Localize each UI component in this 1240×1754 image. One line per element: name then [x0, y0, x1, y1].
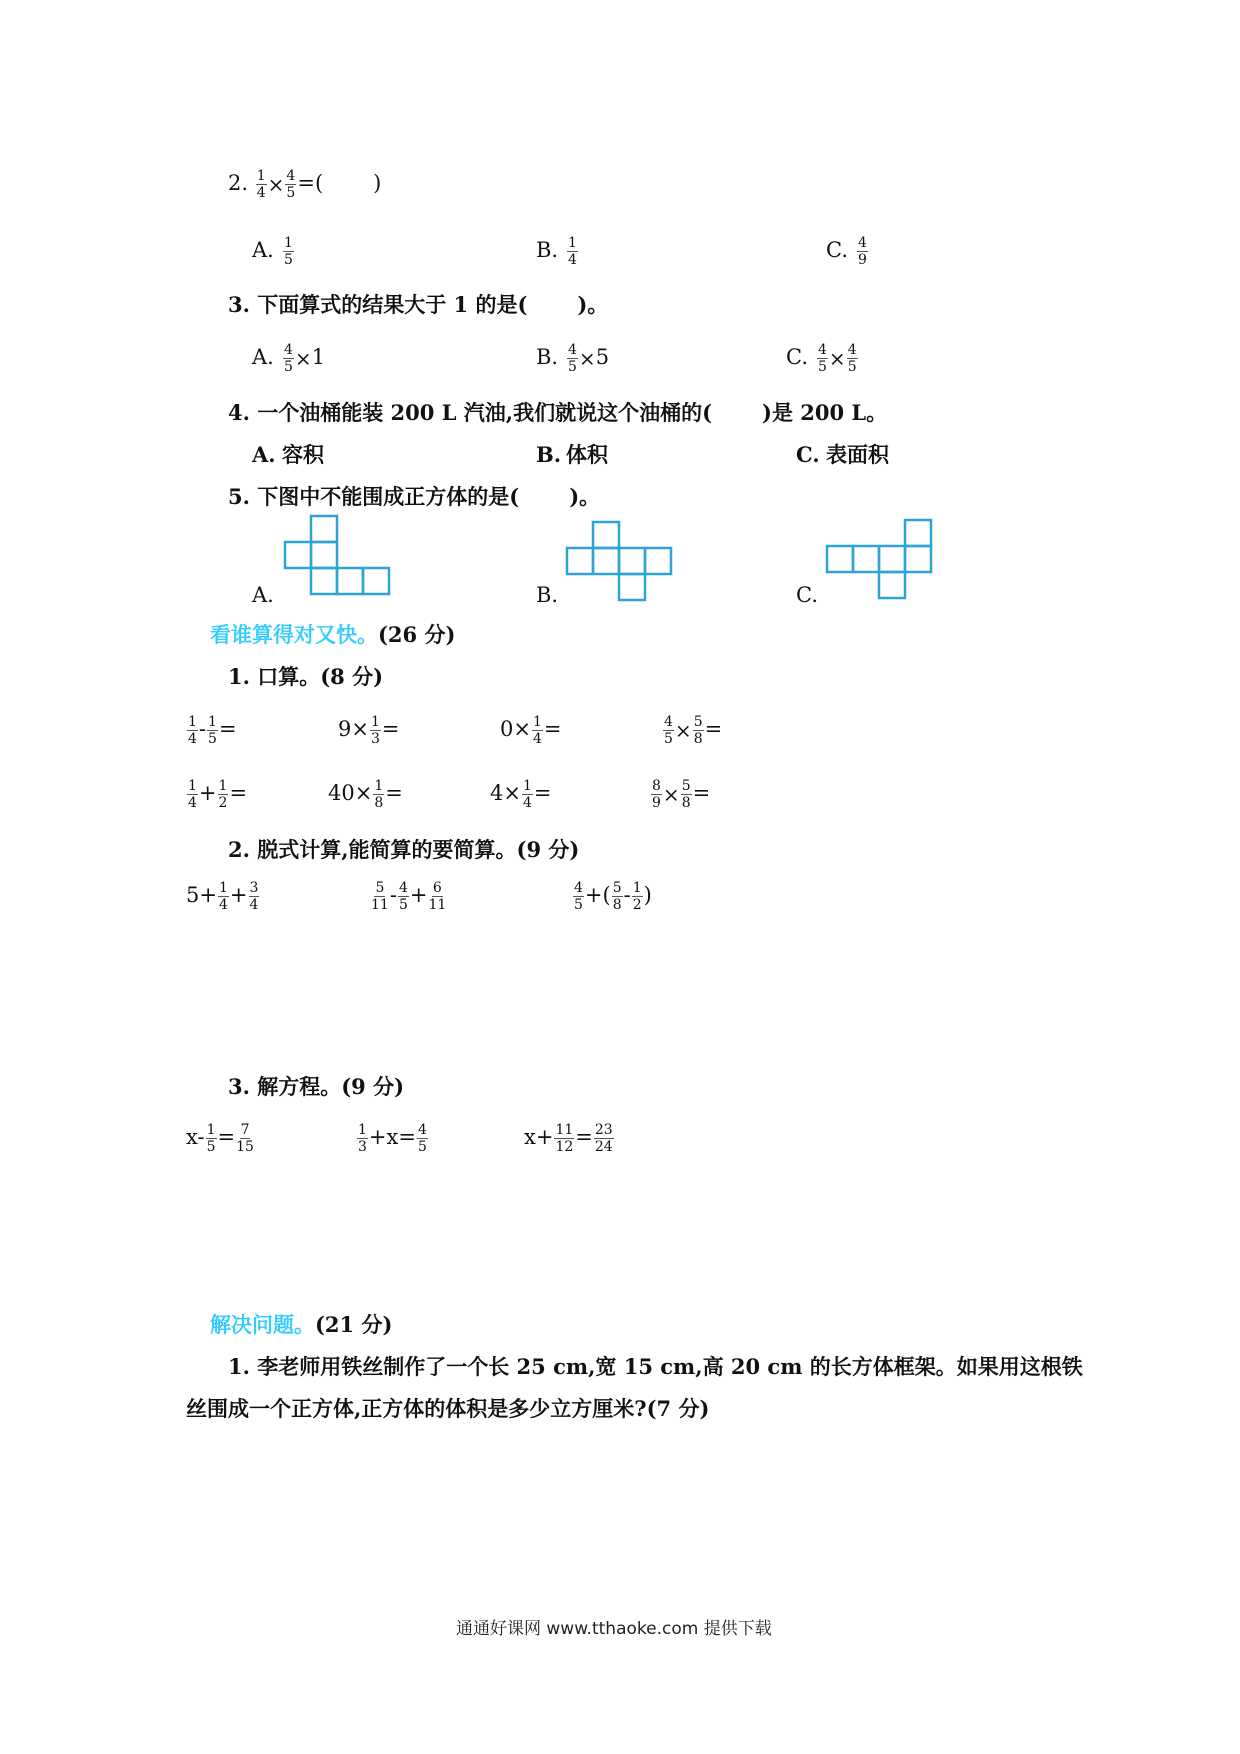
mental-item-6: 40× $\frac{1}{8}$ = — [328, 778, 403, 811]
equation-item-2: $\frac{1}{3}$ +x= $\frac{4}{5}$ — [358, 1122, 427, 1155]
q5-stem: 5. 下图中不能围成正方体的是( )。 — [228, 484, 601, 509]
mental-item-5: $\frac{1}{4}$ + $\frac{1}{2}$ = — [188, 778, 248, 811]
q5-option-a-label: A. — [252, 583, 274, 607]
section3-heading: 解决问题。(21 分) — [210, 1312, 393, 1337]
q3-option-c: C. $\frac{4}{5}$ × $\frac{4}{5}$ — [786, 342, 857, 375]
section3-p1-line2: 丝围成一个正方体,正方体的体积是多少立方厘米?(7 分) — [186, 1396, 710, 1421]
mental-item-7: 4× $\frac{1}{4}$ = — [490, 778, 552, 811]
q3-option-a: A. $\frac{4}{5}$ ×1 — [252, 342, 326, 375]
cube-net-c — [822, 518, 942, 602]
q2-option-a: A. $\frac{1}{5}$ — [252, 235, 293, 268]
mental-item-8: $\frac{8}{9}$ × $\frac{5}{8}$ = — [652, 778, 711, 811]
mental-item-3: 0× $\frac{1}{4}$ = — [500, 714, 562, 747]
step-calc-item-3: $\frac{4}{5}$ +( $\frac{5}{8}$ - $\frac{1}{2}$ ) — [574, 880, 652, 913]
q2-frac-b: $\frac{4}{5}$ — [286, 168, 296, 201]
equation-item-1: x- $\frac{1}{5}$ = $\frac{7}{15}$ — [186, 1122, 254, 1155]
equation-item-3: x+ $\frac{11}{12}$ = $\frac{23}{24}$ — [524, 1122, 613, 1155]
section3-p1-line1: 1. 李老师用铁丝制作了一个长 25 cm,宽 15 cm,高 20 cm 的长方体框架。如果用这根铁 — [228, 1354, 1083, 1379]
q3-option-b: B. $\frac{4}{5}$ ×5 — [536, 342, 610, 375]
q2-option-c: C. $\frac{4}{9}$ — [826, 235, 867, 268]
q5-option-c-label: C. — [796, 583, 818, 607]
section2-p1-title: 1. 口算。(8 分) — [228, 664, 384, 689]
mental-item-2: 9× $\frac{1}{3}$ = — [338, 714, 400, 747]
step-calc-item-2: $\frac{5}{11}$ - $\frac{4}{5}$ + $\frac{6}{11}$ — [371, 880, 447, 913]
q4-option-a: A. 容积 — [252, 442, 324, 467]
q4-option-c: C. 表面积 — [796, 442, 889, 467]
cube-net-a — [280, 514, 400, 598]
q2-option-b: B. $\frac{1}{4}$ — [536, 235, 577, 268]
section2-heading: 看谁算得对又快。(26 分) — [210, 622, 456, 647]
footer-credit: 通通好课网 www.tthaoke.com 提供下载 — [456, 1619, 772, 1639]
section2-p3-title: 3. 解方程。(9 分) — [228, 1074, 405, 1099]
q5-option-b-label: B. — [536, 583, 559, 607]
q3-stem: 3. 下面算式的结果大于 1 的是( )。 — [228, 292, 609, 317]
step-calc-item-1: 5+ $\frac{1}{4}$ + $\frac{3}{4}$ — [186, 880, 259, 913]
q4-stem: 4. 一个油桶能装 200 L 汽油,我们就说这个油桶的( )是 200 L。 — [228, 400, 888, 425]
q2-stem: 2. $\frac{1}{4}$ × $\frac{4}{5}$ =( ) — [228, 168, 382, 201]
section2-p2-title: 2. 脱式计算,能简算的要简算。(9 分) — [228, 837, 580, 862]
mental-item-1: $\frac{1}{4}$ - $\frac{1}{5}$ = — [188, 714, 237, 747]
q4-option-b: B. 体积 — [536, 442, 608, 467]
mental-item-4: $\frac{4}{5}$ × $\frac{5}{8}$ = — [664, 714, 723, 747]
q2-frac-a: $\frac{1}{4}$ — [256, 168, 266, 201]
cube-net-b — [562, 520, 682, 604]
